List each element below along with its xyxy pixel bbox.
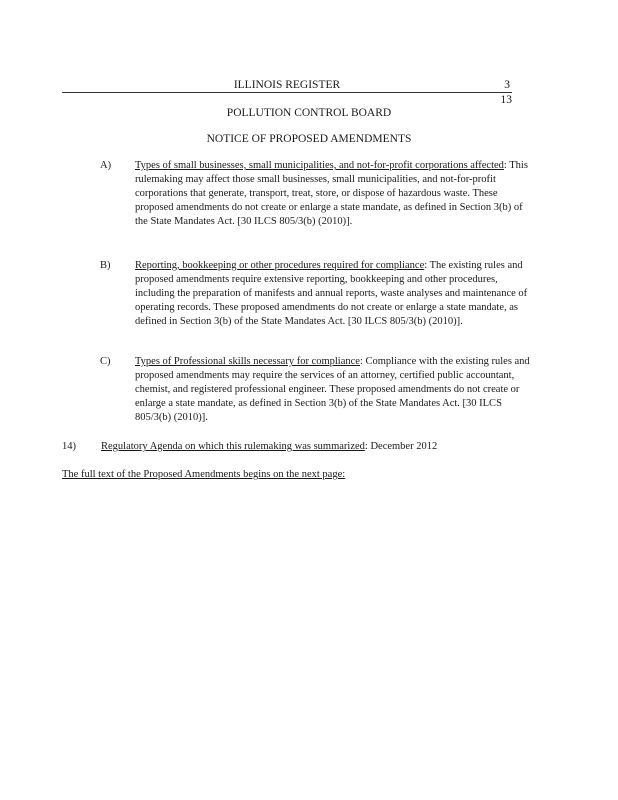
item-body bbox=[135, 355, 530, 425]
item-text: : The existing rules and proposed amendments require extensive reporting, bookkeeping and other procedures, including the preparation of manifests and annual reports, waste analyses and maintenance of operating records. These proposed amendments do not create or enlarge a state mandate, as defined in Section 3(b) of the State Mandates Act. [30 ILCS 805/3(b) (2010)]. bbox=[135, 260, 528, 327]
item-b bbox=[100, 259, 530, 329]
item-heading: Regulatory Agenda on which this rulemaking was summarized bbox=[101, 441, 365, 452]
full-text-note: The full text of the Proposed Amendments begins on the next page: bbox=[62, 469, 346, 480]
item-text: : This rulemaking may affect those small businesses, small municipalities, and not-for-profit corporations that generate, transport, treat, store, or dispose of hazardous waste. These proposed amendments do not create or enlarge a state mandate, as defined in Section 3(b) of the State Mandates Act. [30 ILCS 805/3(b) (2010)]. bbox=[135, 160, 528, 227]
page-number: 3 bbox=[504, 79, 510, 91]
agency-name: POLLUTION CONTROL BOARD bbox=[226, 107, 392, 119]
item-body bbox=[135, 159, 530, 229]
notice-title: NOTICE OF PROPOSED AMENDMENTS bbox=[206, 133, 412, 145]
item-c bbox=[100, 355, 530, 425]
item-letter: A) bbox=[100, 160, 112, 171]
item-heading: Types of small businesses, small municipalities, and not-for-profit corporations affected bbox=[135, 160, 504, 171]
item-letter: C) bbox=[100, 356, 111, 367]
item-body bbox=[101, 440, 532, 454]
item-heading: Reporting, bookkeeping or other procedures required for compliance bbox=[135, 260, 425, 271]
item-text: : December 2012 bbox=[364, 441, 438, 452]
issue-number: 13 bbox=[500, 94, 512, 106]
item-14 bbox=[62, 440, 532, 454]
register-header bbox=[62, 78, 512, 93]
item-body bbox=[135, 259, 530, 329]
item-heading: Types of Professional skills necessary for compliance bbox=[135, 356, 360, 367]
item-letter: B) bbox=[100, 260, 111, 271]
item-a bbox=[100, 159, 530, 229]
register-title: ILLINOIS REGISTER bbox=[233, 79, 341, 91]
item-text: : Compliance with the existing rules and proposed amendments may require the services of an attorney, certified public accountant, chemist, and registered professional engineer. These proposed amendments do not create or enlarge a state mandate, as defined in Section 3(b) of the State Mandates Act. [30 ILCS 805/3(b) (2010)]. bbox=[135, 356, 530, 423]
item-number: 14) bbox=[62, 441, 76, 452]
